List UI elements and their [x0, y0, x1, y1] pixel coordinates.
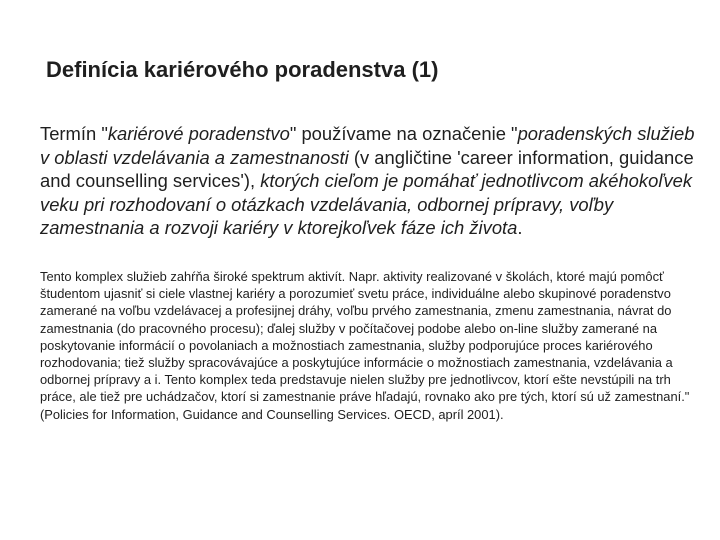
detail-paragraph: Tento komplex služieb zahŕňa široké spektrum aktivít. Napr. aktivity realizované v školách, ktoré majú pomôcť študentom ujasniť si ciele vlastnej kariéry a porozumieť svetu práce, individuálne alebo skupinové poradenstvo zamerané na voľbu vzdelávacej a profesijnej dráhy, voľbu prvého zamestnania, zmenu zamestnania, návrat do zamestnania (do pracovného procesu); ďalej služby v počítačovej podobe alebo on-line služby zamerané na poskytovanie informácií o povolaniach a možnostiach zamestnania, služby podporujúce proces kariérového rozhodovania; tiež služby spracovávajúce a poskytujúce informácie o možnostiach zamestnania, vzdelávania a odbornej prípravy a i. Tento komplex teda predstavuje nielen služby pre jednotlivcov, ktorí ešte nevstúpili na trh práce, ale tiež pre uchádzačov, ktorí si zamestnanie práve hľadajú, rovnako ako pre tých, ktorí sú už zamestnaní." (Policies for Information, Guidance and Counselling Services. OECD, apríl 2001).	[40, 269, 690, 422]
definition-text-2: " používame na označenie "	[289, 123, 518, 144]
slide-title: Definícia kariérového poradenstva (1)	[46, 57, 439, 82]
definition-text-3: (v angličtine 'career information, guidance and counselling services'),	[40, 146, 694, 192]
definition-purpose: ktorých cieľom je pomáhať jednotlivcom akéhokoľvek veku pri rozhodovaní o otázkach vzdelávania, odbornej prípravy, voľby zamestnania a rozvoji kariéry v ktorejkoľvek fáze ich života	[40, 170, 693, 239]
definition-text-1: Termín "	[40, 123, 108, 144]
definition-paragraph	[40, 122, 704, 240]
definition-services: poradenských služieb v oblasti vzdelávania a zamestnanosti	[40, 123, 695, 168]
definition-end: .	[517, 217, 523, 239]
definition-term: kariérové poradenstvo	[107, 123, 290, 144]
